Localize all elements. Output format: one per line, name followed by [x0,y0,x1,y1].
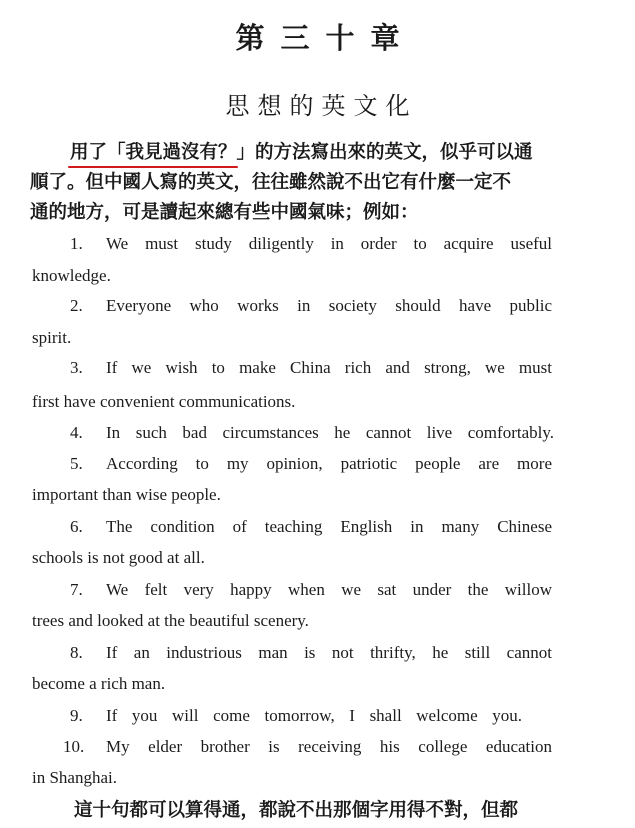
example-number: 2. [70,296,83,315]
intro-line-3: 通的地方，可是讀起來總有些中國氣味；例如： [30,202,419,223]
section-title: 思想的英文化 [225,92,418,120]
intro-line-2: 順了。但中國人寫的英文，往往雖然說不出它有什麼一定不 [30,172,512,193]
example-sentence-continuation: trees and looked at the beautiful scenery. [32,611,309,630]
chapter-title: 第三十章 [235,21,416,55]
example-sentence-line: If an industrious man is not thrifty, he still cannot [106,643,552,662]
example-sentence-line: If we wish to make China rich and strong, we must [106,358,552,377]
example-number: 6. [70,517,83,536]
intro-line-1 [30,138,590,168]
example-sentence-continuation: first have convenient communications. [32,392,296,411]
example-sentence-line: My elder brother is receiving his college education [106,737,552,756]
example-sentence-continuation: important than wise people. [32,485,221,504]
example-sentence-line: In such bad circumstances he cannot live comfortably. [106,423,554,442]
example-number: 9. [70,706,83,725]
example-sentence-line: We felt very happy when we sat under the willow [106,580,552,599]
red-underline-annotation [68,166,238,168]
example-number: 1. [70,234,83,253]
closing-line: 這十句都可以算得通，都說不出那個字用得不對，但都 [74,800,519,821]
example-sentence-line: According to my opinion, patriotic people are more [106,454,552,473]
example-sentence-continuation: knowledge. [32,266,111,285]
example-sentence-line: Everyone who works in society should have public [106,296,552,315]
example-number: 4. [70,423,83,442]
example-sentence-line: The condition of teaching English in many Chinese [106,517,552,536]
example-sentence-line: We must study diligently in order to acquire useful [106,234,552,253]
example-sentence-continuation: spirit. [32,328,72,347]
intro-paragraph [30,138,590,228]
example-number: 5. [70,454,83,473]
example-number: 7. [70,580,83,599]
example-sentence-continuation: in Shanghai. [32,768,117,787]
intro-line-1-rest: 的方法寫出來的英文，似乎可以通 [255,142,533,163]
example-number: 10. [63,737,85,756]
example-sentence-line: If you will come tomorrow, I shall welcome you. [106,706,522,725]
example-number: 8. [70,643,83,662]
example-number: 3. [70,358,83,377]
example-sentence-continuation: become a rich man. [32,674,166,693]
example-sentence-continuation: schools is not good at all. [32,548,205,567]
highlighted-phrase: 用了「我見過沒有？」 [70,142,256,163]
